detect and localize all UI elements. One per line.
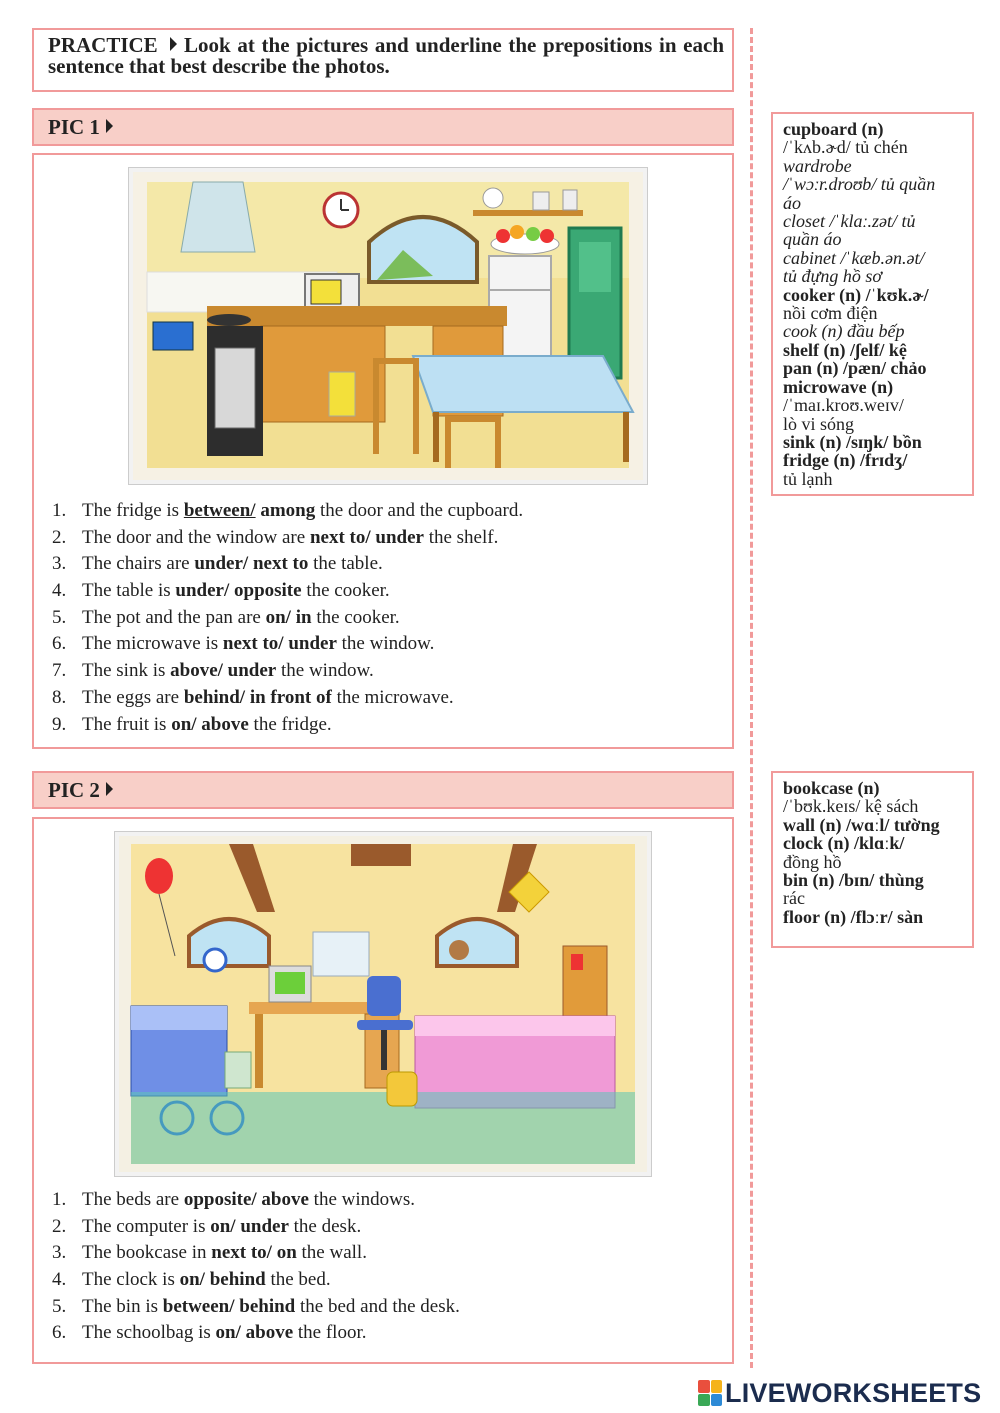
sentence-text: the desk. <box>288 1215 362 1237</box>
vocabulary-line: lò vi sóng <box>783 413 855 434</box>
vocabulary-box-2 <box>771 771 974 948</box>
sentence-item <box>52 1320 460 1347</box>
sentence-text: The beds are <box>82 1189 184 1210</box>
preposition-option-1[interactable]: on/ <box>179 1269 205 1291</box>
sentence-item <box>52 525 523 552</box>
vocabulary-line: cupboard (n) <box>783 119 884 139</box>
sentence-number: 1. <box>52 1189 67 1210</box>
preposition-option-2[interactable]: behind <box>234 1295 296 1317</box>
pic1-sentence-list <box>52 498 523 738</box>
preposition-option-2[interactable]: behind <box>204 1269 266 1291</box>
preposition-option-2[interactable]: opposite <box>229 580 302 602</box>
sentence-text: The microwave is <box>82 633 223 655</box>
sentence-number: 6. <box>52 1322 67 1344</box>
preposition-option-2[interactable]: under <box>370 526 424 548</box>
pic1-header <box>32 108 734 146</box>
preposition-option-2[interactable]: next to <box>248 553 309 575</box>
sentence-item <box>52 685 523 712</box>
sentence-item <box>52 605 523 632</box>
sentence-text: the fridge. <box>248 713 332 735</box>
logo-square <box>698 1394 710 1407</box>
sentence-number: 4. <box>52 1269 67 1291</box>
vocabulary-line: tủ lạnh <box>783 468 833 489</box>
vocabulary-line: clock (n) /klɑːk/ <box>783 833 905 854</box>
vocabulary-line: áo <box>783 192 801 213</box>
instruction-box <box>32 28 734 92</box>
sentence-text: The schoolbag is <box>82 1322 216 1344</box>
sentence-number: 7. <box>52 660 67 682</box>
sentence-item <box>52 712 523 739</box>
sentence-text: The table is <box>82 580 176 602</box>
sentence-number: 1. <box>52 500 67 521</box>
vocabulary-line: /ˈwɔːr.droʊb/ tủ quần <box>783 174 936 195</box>
sentence-text: the cooker. <box>301 580 390 602</box>
vocabulary-line: cabinet /ˈkæb.ən.ət/ <box>783 247 925 268</box>
pic2-title: PIC 2 <box>48 778 100 802</box>
vocabulary-line: wardrobe <box>783 155 852 176</box>
pic2-content <box>32 817 734 1364</box>
preposition-option-1[interactable]: opposite/ <box>183 1189 257 1210</box>
kitchen-illustration <box>133 172 643 480</box>
sentence-item <box>52 1294 460 1321</box>
column-divider <box>750 28 753 1368</box>
vocabulary-line: bookcase (n) <box>783 778 880 798</box>
logo-square <box>711 1394 723 1407</box>
sentence-text: The eggs are <box>82 686 184 708</box>
preposition-option-1[interactable]: next to/ <box>211 1242 272 1264</box>
sentence-text: the windows. <box>308 1189 415 1210</box>
vocabulary-line: microwave (n) <box>783 376 894 397</box>
vocabulary-line: cook (n) đầu bếp <box>783 321 905 342</box>
sentence-item <box>52 551 523 578</box>
preposition-option-2[interactable]: under <box>222 660 277 682</box>
sentence-text: the cooker. <box>311 606 400 628</box>
vocabulary-line: tủ đựng hồ sơ <box>783 266 882 287</box>
preposition-option-1[interactable]: under/ <box>194 553 249 575</box>
vocabulary-box-1 <box>771 112 974 496</box>
preposition-option-1[interactable]: above/ <box>170 660 223 682</box>
sentence-item <box>52 631 523 658</box>
sentence-text: the wall. <box>296 1242 367 1264</box>
sentence-number: 4. <box>52 580 67 602</box>
sentence-text: The bin is <box>82 1295 163 1317</box>
sentence-text: The pot and the pan are <box>82 606 266 628</box>
vocabulary-line: floor (n) /flɔːr/ sàn <box>783 906 924 927</box>
vocabulary-line: rác <box>783 888 805 909</box>
vocabulary-line: closet /ˈklaː.zət/ tủ <box>783 211 916 232</box>
sentence-number: 5. <box>52 1295 67 1317</box>
sentence-item <box>52 498 523 525</box>
preposition-option-2[interactable]: under <box>283 633 337 655</box>
sentence-number: 8. <box>52 686 67 708</box>
sentence-number: 6. <box>52 633 67 655</box>
sentence-text: The fruit is <box>82 713 172 735</box>
sentence-text: The fridge is <box>82 500 184 521</box>
sentence-item <box>52 1214 460 1241</box>
bedroom-picture <box>114 831 652 1177</box>
sentence-text: the door and the cupboard. <box>315 500 524 521</box>
triangle-right-icon <box>106 119 113 133</box>
pic1-title: PIC 1 <box>48 115 100 139</box>
sentence-text: The door and the window are <box>82 526 310 548</box>
vocabulary-line: đồng hồ <box>783 851 842 872</box>
preposition-option-2[interactable]: under <box>235 1215 289 1237</box>
vocabulary-line: /ˈbʊk.keɪs/ kệ sách <box>783 796 919 817</box>
preposition-option-2[interactable]: in front of <box>245 686 332 708</box>
preposition-option-1[interactable]: behind/ <box>183 686 246 708</box>
sentence-item <box>52 1187 460 1214</box>
logo-square <box>698 1380 710 1393</box>
preposition-option-1[interactable]: next to/ <box>309 526 371 548</box>
bedroom-illustration <box>119 836 647 1172</box>
liveworksheets-logo[interactable] <box>698 1376 981 1410</box>
preposition-option-2[interactable]: above <box>196 713 249 735</box>
vocabulary-line: /ˈmaɪ.kroʊ.weɪv/ <box>783 395 904 416</box>
pic2-sentence-list <box>52 1187 460 1347</box>
sentence-item <box>52 578 523 605</box>
vocabulary-line: nồi cơm điện <box>783 303 878 324</box>
logo-text: LIVEWORKSHEETS <box>725 1377 982 1408</box>
sentence-text: The clock is <box>82 1269 180 1291</box>
preposition-option-1[interactable]: on/ <box>171 713 197 735</box>
preposition-option-1[interactable]: under/ <box>175 580 230 602</box>
instruction-lead: PRACTICE <box>48 33 158 57</box>
preposition-option-1[interactable]: on/ <box>210 1215 236 1237</box>
sentence-item <box>52 1267 460 1294</box>
pic1-content <box>32 153 734 749</box>
preposition-option-1[interactable]: on/ <box>215 1322 241 1344</box>
sentence-number: 2. <box>52 1215 67 1237</box>
sentence-item <box>52 1240 460 1267</box>
preposition-option-1[interactable]: between/ <box>183 500 256 521</box>
kitchen-picture <box>128 167 648 485</box>
triangle-right-icon <box>106 782 113 796</box>
triangle-right-icon <box>170 37 177 51</box>
sentence-text: the floor. <box>293 1322 367 1344</box>
sentence-text: the bed and the desk. <box>295 1295 460 1317</box>
preposition-option-1[interactable]: next to/ <box>222 633 284 655</box>
sentence-text: The computer is <box>82 1215 211 1237</box>
vocabulary-line: cooker (n) /ˈkʊk.ɚ/ <box>783 284 929 305</box>
logo-square <box>711 1380 723 1393</box>
vocabulary-line: shelf (n) /ʃelf/ kệ <box>783 339 907 360</box>
vocabulary-line: quần áo <box>783 229 842 250</box>
sentence-number: 3. <box>52 1242 67 1264</box>
sentence-text: the window. <box>336 633 435 655</box>
preposition-option-2[interactable]: among <box>255 500 316 521</box>
sentence-item <box>52 658 523 685</box>
instruction-text <box>48 35 724 77</box>
vocabulary-line: bin (n) /bɪn/ thùng <box>783 870 924 891</box>
sentence-text: The bookcase in <box>82 1242 212 1264</box>
vocabulary-line: pan (n) /pæn/ chảo <box>783 358 927 379</box>
pic2-header <box>32 771 734 809</box>
vocabulary-line: /ˈkʌb.ɚd/ tủ chén <box>783 137 908 158</box>
sentence-number: 2. <box>52 526 67 548</box>
preposition-option-1[interactable]: between/ <box>162 1295 235 1317</box>
preposition-option-2[interactable]: in <box>290 606 312 628</box>
preposition-option-2[interactable]: on <box>271 1242 297 1264</box>
sentence-text: the microwave. <box>331 686 454 708</box>
sentence-text: the window. <box>276 660 374 682</box>
sentence-number: 3. <box>52 553 67 575</box>
sentence-text: the table. <box>308 553 383 575</box>
sentence-text: the bed. <box>265 1269 331 1291</box>
instruction-body: Look at the pictures and underline the prepositions in each sentence that best describe the photos. <box>48 33 724 78</box>
vocabulary-line: sink (n) /sɪŋk/ bồn <box>783 431 922 452</box>
preposition-option-2[interactable]: above <box>256 1189 309 1210</box>
preposition-option-1[interactable]: on/ <box>265 606 291 628</box>
sentence-text: the shelf. <box>423 526 499 548</box>
vocabulary-line: fridge (n) /frɪdʒ/ <box>783 450 908 471</box>
sentence-number: 5. <box>52 606 67 628</box>
logo-mark-icon <box>698 1380 722 1406</box>
preposition-option-2[interactable]: above <box>240 1322 294 1344</box>
sentence-text: The chairs are <box>82 553 195 575</box>
sentence-text: The sink is <box>82 660 171 682</box>
vocabulary-line: wall (n) /wɑːl/ tường <box>783 814 940 835</box>
sentence-number: 9. <box>52 713 67 735</box>
